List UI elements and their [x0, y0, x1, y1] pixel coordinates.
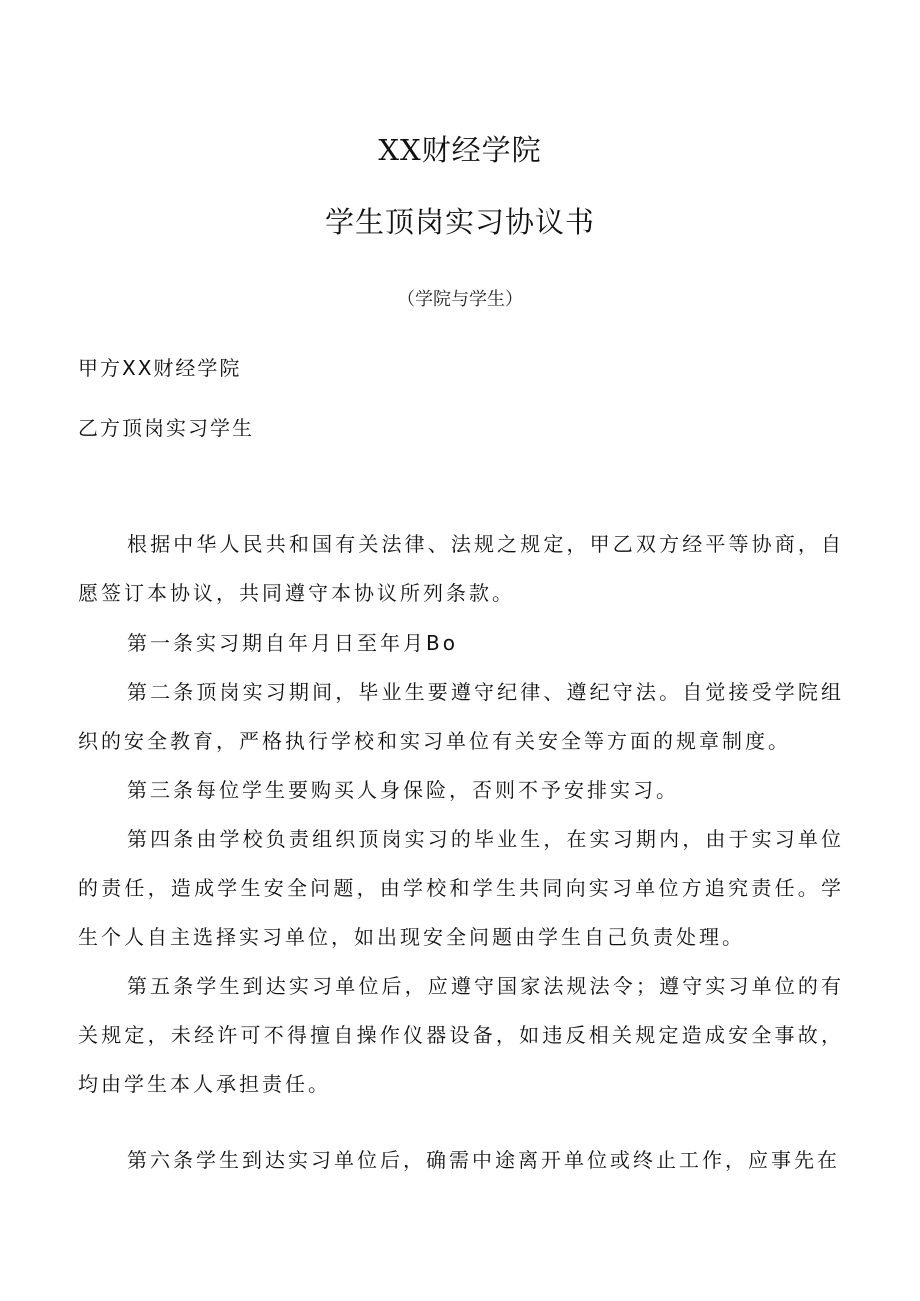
paragraph-article-5: 第五条学生到达实习单位后，应遵守国家法规法令；遵守实习单位的有关规定，未经许可不得擅自操作仪器设备，如违反相关规定造成安全事故，均由学生本人承担责任。	[78, 974, 844, 1096]
party-a-line: 甲方XX财经学院	[78, 356, 242, 380]
document-subtitle: （学院与学生）	[397, 289, 523, 310]
paragraph-article-3: 第三条每位学生要购买人身保险，否则不予安排实习。	[127, 778, 679, 802]
paragraph-article-4: 第四条由学校负责组织顶岗实习的毕业生，在实习期内，由于实习单位的责任，造成学生安全问题，由学校和学生共同向实习单位方追究责任。学生个人自主选择实习单位，如出现安全问题由学生自己负责处理。	[78, 827, 844, 949]
document-title-institution: XX财经学院	[378, 133, 542, 167]
paragraph-article-6: 第六条学生到达实习单位后，确需中途离开单位或终止工作，应事先在	[127, 1148, 840, 1172]
paragraph-article-2: 第二条顶岗实习期间，毕业生要遵守纪律、遵纪守法。自觉接受学院组织的安全教育，严格执行学校和实习单位有关安全等方面的规章制度。	[78, 680, 844, 753]
paragraph-intro: 根据中华人民共和国有关法律、法规之规定，甲乙双方经平等协商，自愿签订本协议，共同遵守本协议所列条款。	[78, 532, 844, 605]
document-title-agreement: 学生顶岗实习协议书	[324, 205, 595, 239]
paragraph-article-1: 第一条实习期自年月日至年月Bo	[127, 631, 458, 655]
party-b-line: 乙方顶岗实习学生	[78, 416, 254, 440]
